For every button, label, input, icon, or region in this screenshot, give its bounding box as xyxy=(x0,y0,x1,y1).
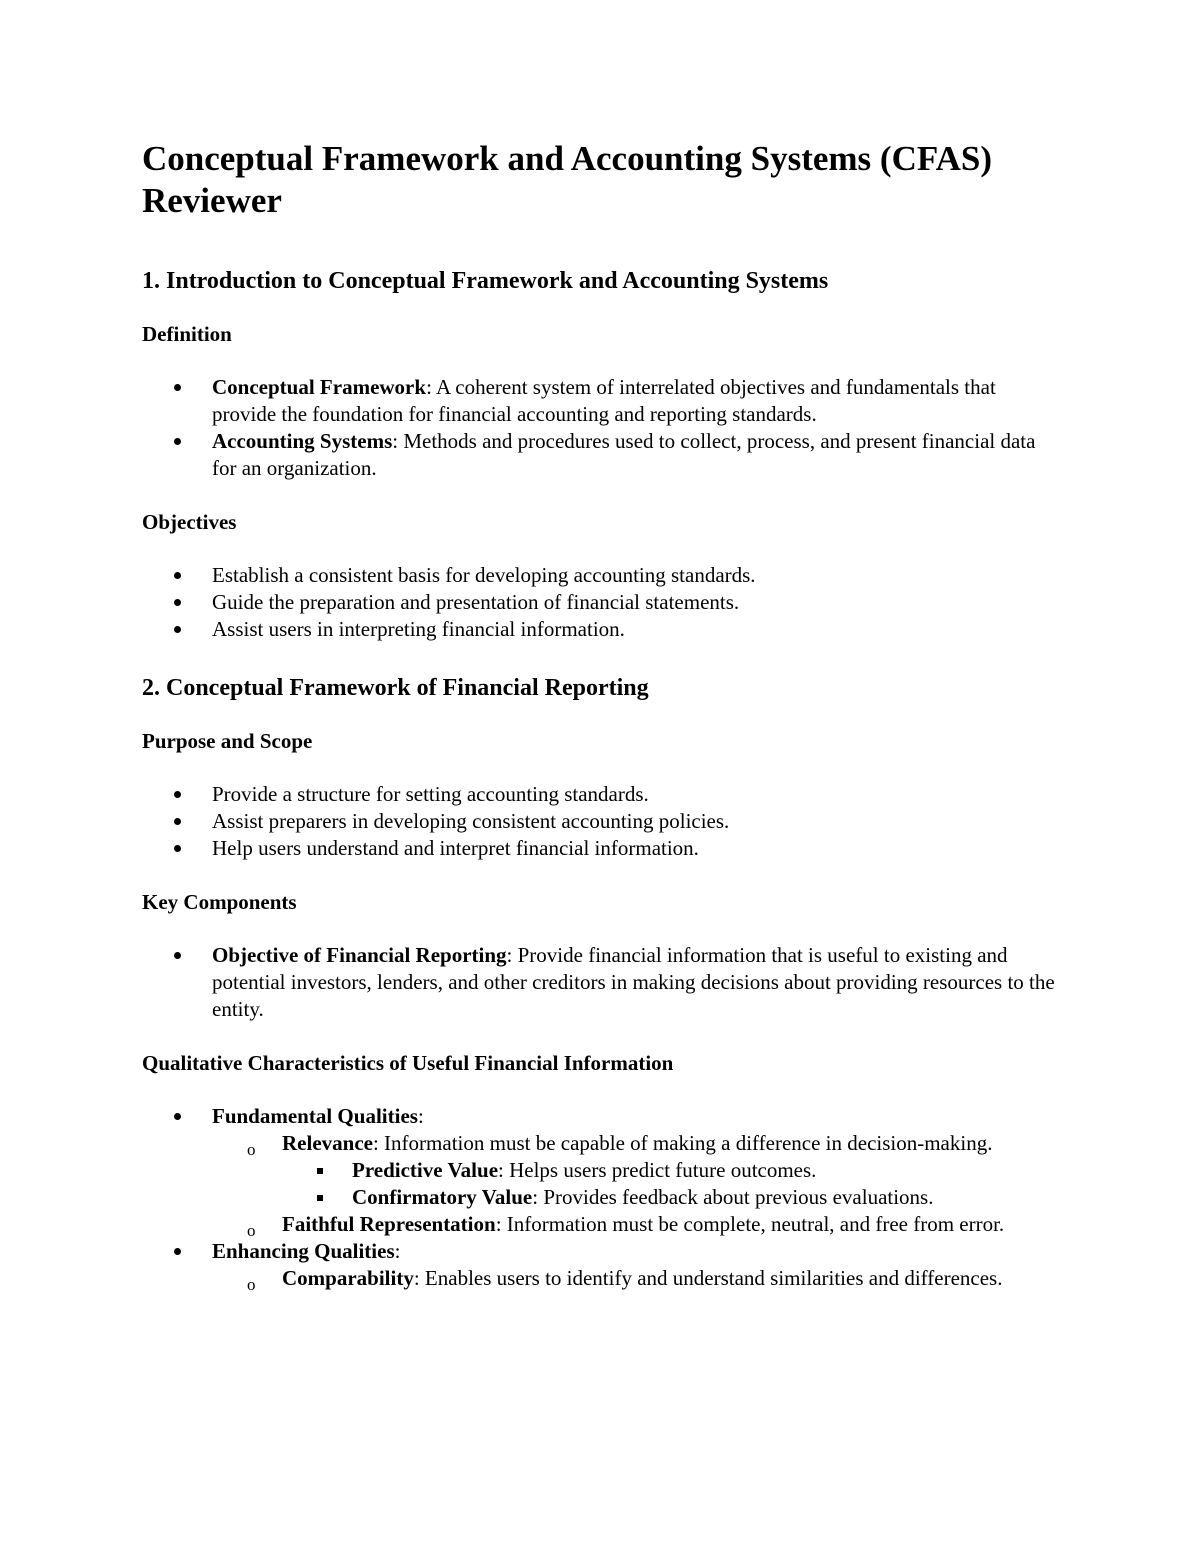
list-item xyxy=(142,1238,1062,1292)
bullet-disc-icon xyxy=(174,384,181,391)
term-description: : xyxy=(417,1104,424,1128)
term-description: : Helps users predict future outcomes. xyxy=(498,1158,817,1182)
objectives-list xyxy=(142,562,1062,643)
list-item xyxy=(142,781,1062,808)
qualitative-list xyxy=(142,1103,1062,1292)
relevance-sublist xyxy=(282,1157,1062,1211)
section-1-heading: 1. Introduction to Conceptual Framework and Accounting Systems xyxy=(142,268,829,294)
term-description: : xyxy=(394,1239,401,1263)
term-description: : Information must be capable of making a difference in decision-making. xyxy=(372,1131,993,1155)
document-title: Conceptual Framework and Accounting Systems (CFAS) Reviewer xyxy=(142,139,993,220)
objectives-heading: Objectives xyxy=(142,510,237,534)
term-label: Comparability xyxy=(282,1266,414,1290)
term-label: Predictive Value xyxy=(352,1158,499,1182)
bullet-circle-icon: o xyxy=(247,1275,256,1294)
term-description: : A coherent system of interrelated objectives and fundamentals that provide the foundation for financial accounting and reporting standards. xyxy=(212,375,996,426)
list-item xyxy=(142,942,1062,1023)
term-label: Fundamental Qualities xyxy=(212,1104,418,1128)
definition-list xyxy=(142,374,1062,482)
term-label: Relevance xyxy=(282,1131,373,1155)
bullet-square-icon xyxy=(317,1195,323,1201)
fundamental-sublist xyxy=(212,1130,1062,1238)
list-item-text: Guide the preparation and presentation of financial statements. xyxy=(212,590,740,614)
list-item xyxy=(142,1103,1062,1238)
list-item-text: Assist preparers in developing consistent accounting policies. xyxy=(212,809,730,833)
term-label: Confirmatory Value xyxy=(352,1185,533,1209)
sublist-item xyxy=(282,1157,1062,1184)
list-item-text: Assist users in interpreting financial information. xyxy=(212,617,625,641)
sublist-item xyxy=(212,1211,1062,1238)
key-components-list xyxy=(142,942,1062,1023)
document-page xyxy=(142,138,1062,1318)
purpose-list xyxy=(142,781,1062,862)
term-label: Accounting Systems xyxy=(212,429,393,453)
sublist-item xyxy=(212,1265,1062,1292)
purpose-heading: Purpose and Scope xyxy=(142,729,313,753)
sublist-item xyxy=(212,1130,1062,1211)
sublist-item xyxy=(282,1184,1062,1211)
qualitative-heading: Qualitative Characteristics of Useful Financial Information xyxy=(142,1051,674,1075)
bullet-disc-icon xyxy=(174,845,181,852)
term-label: Objective of Financial Reporting xyxy=(212,943,507,967)
bullet-disc-icon xyxy=(174,1113,181,1120)
bullet-circle-icon: o xyxy=(247,1140,256,1159)
list-item xyxy=(142,374,1062,428)
bullet-disc-icon xyxy=(174,818,181,825)
enhancing-sublist xyxy=(212,1265,1062,1292)
bullet-circle-icon: o xyxy=(247,1221,256,1240)
key-components-heading: Key Components xyxy=(142,890,297,914)
term-label: Faithful Representation xyxy=(282,1212,496,1236)
term-description: : Methods and procedures used to collect, process, and present financial data for an organization. xyxy=(212,429,1036,480)
bullet-disc-icon xyxy=(174,1248,181,1255)
bullet-disc-icon xyxy=(174,952,181,959)
list-item xyxy=(142,808,1062,835)
term-description: : Enables users to identify and understand similarities and differences. xyxy=(413,1266,1003,1290)
term-description: : Provides feedback about previous evaluations. xyxy=(532,1185,934,1209)
term-label: Conceptual Framework xyxy=(212,375,427,399)
list-item xyxy=(142,616,1062,643)
term-description: : Provide financial information that is useful to existing and potential investors, lenders, and other creditors in making decisions about providing resources to the entity. xyxy=(212,943,1055,1021)
list-item-text: Establish a consistent basis for developing accounting standards. xyxy=(212,563,756,587)
bullet-disc-icon xyxy=(174,626,181,633)
bullet-square-icon xyxy=(317,1168,323,1174)
list-item xyxy=(142,589,1062,616)
list-item-text: Help users understand and interpret financial information. xyxy=(212,836,699,860)
list-item-text: Provide a structure for setting accounting standards. xyxy=(212,782,649,806)
bullet-disc-icon xyxy=(174,572,181,579)
list-item xyxy=(142,562,1062,589)
bullet-disc-icon xyxy=(174,599,181,606)
term-label: Enhancing Qualities xyxy=(212,1239,395,1263)
list-item xyxy=(142,428,1062,482)
bullet-disc-icon xyxy=(174,791,181,798)
list-item xyxy=(142,835,1062,862)
bullet-disc-icon xyxy=(174,438,181,445)
section-2-heading: 2. Conceptual Framework of Financial Reporting xyxy=(142,675,649,701)
term-description: : Information must be complete, neutral, and free from error. xyxy=(495,1212,1005,1236)
definition-heading: Definition xyxy=(142,322,232,346)
